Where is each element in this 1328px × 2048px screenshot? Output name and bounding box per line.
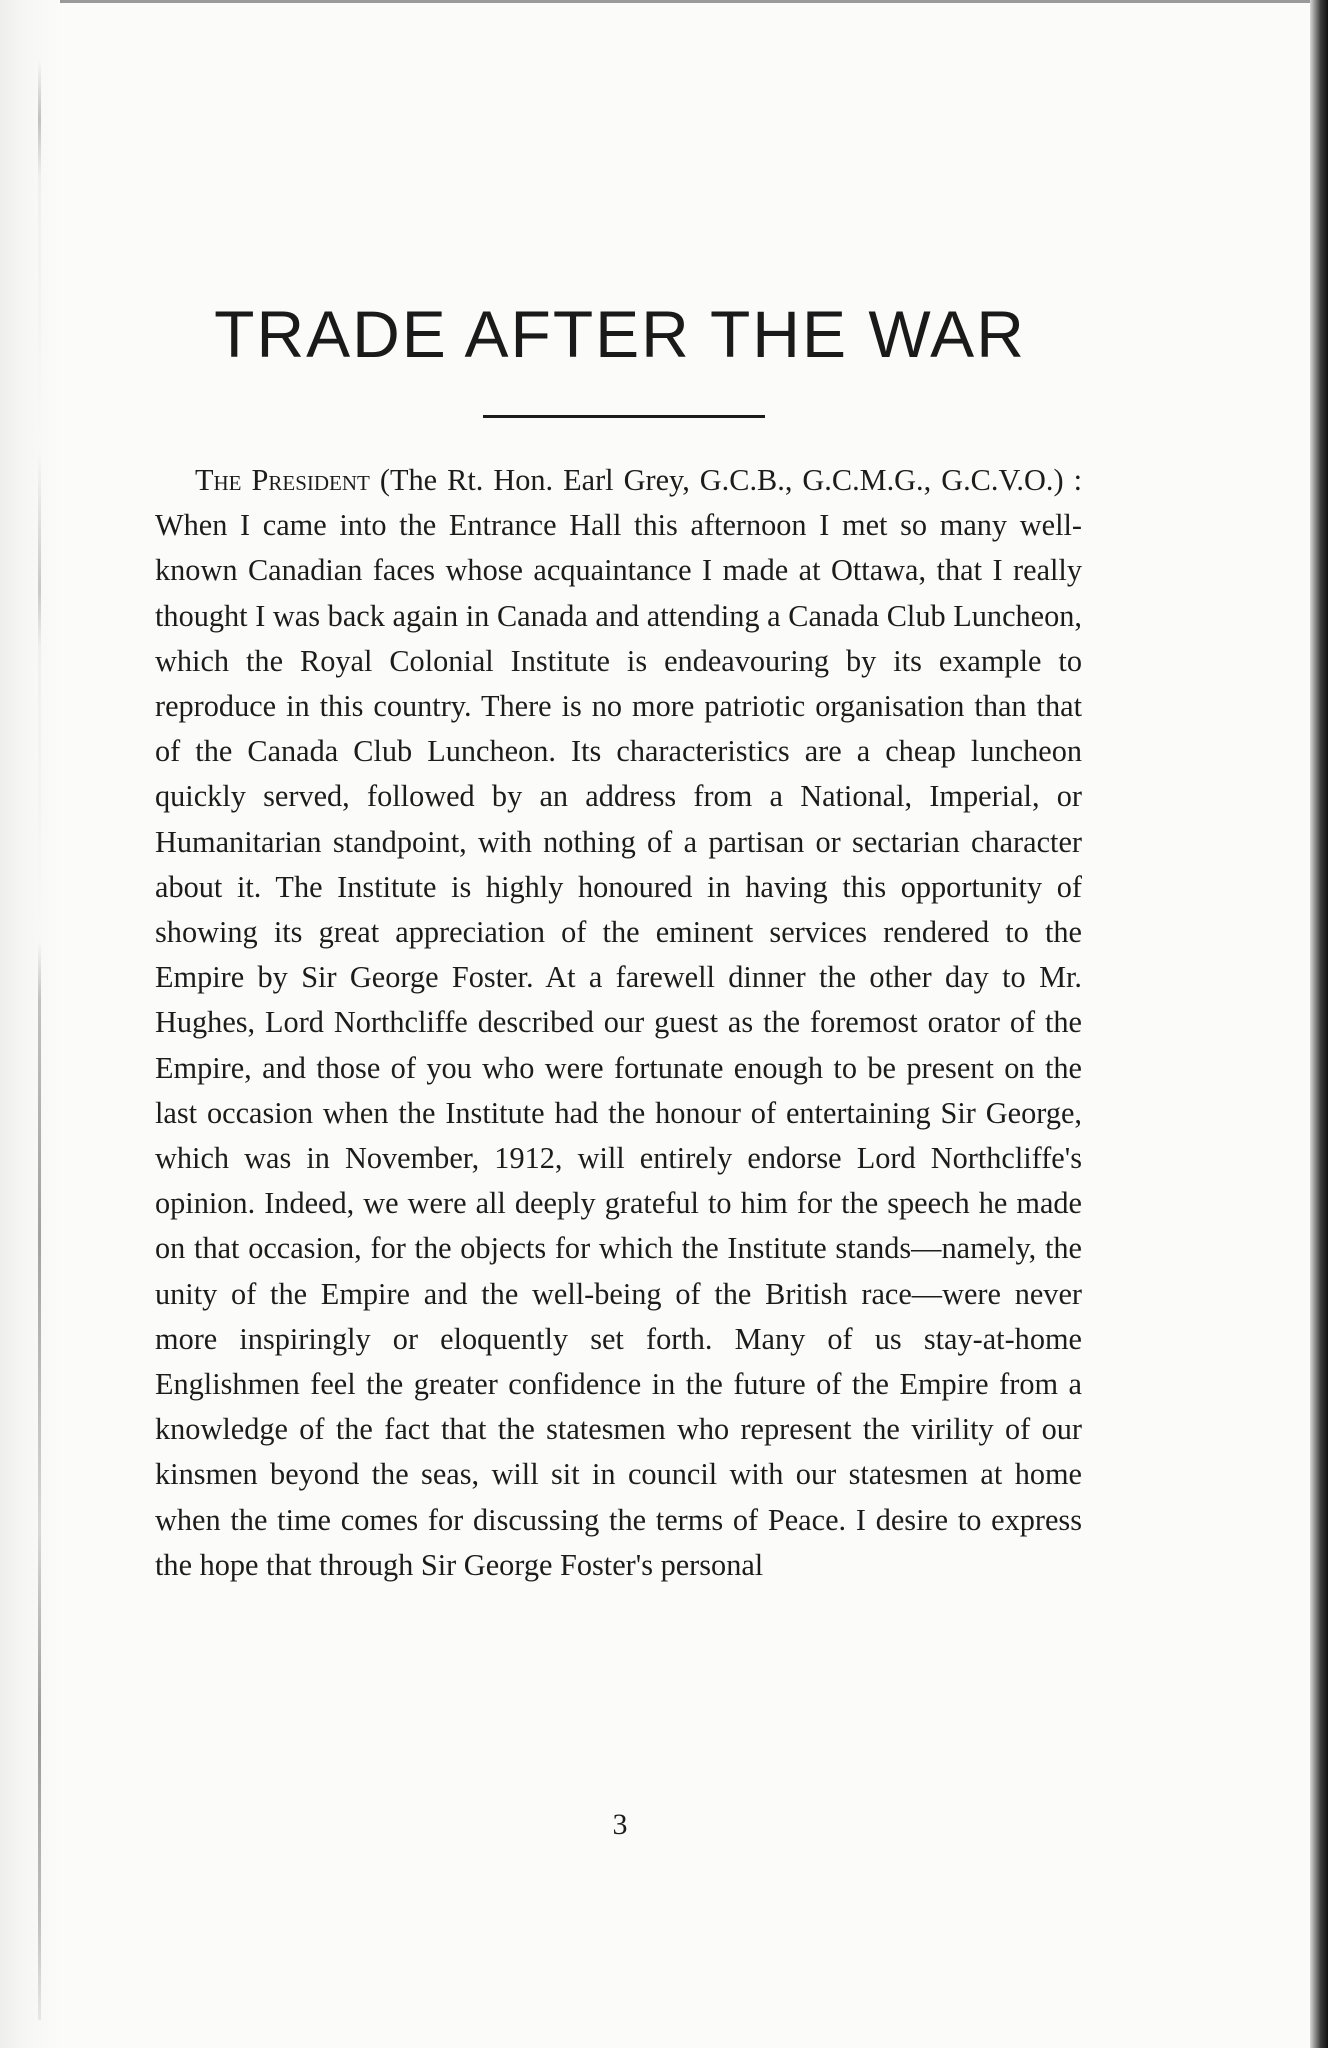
paragraph-text: (The Rt. Hon. Earl Grey, G.C.B., G.C.M.G., G.C.V.O.) : When I came into the Entrance Hall this afternoon I met so many well-known Canadian faces whose acquaintance I made at Ottawa, that I really thought I was back again in Canada and attending a Canada Club Luncheon, which the Royal Colonial Institute is endeavouring by its example to reproduce in this country. There is no more patriotic organisation than that of the Canada Club Luncheon. Its characteristics are a cheap luncheon quickly served, followed by an address from a National, Imperial, or Humanitarian standpoint, with nothing of a partisan or sectarian character about it. The Institute is highly honoured in having this opportunity of showing its great appreciation of the eminent services rendered to the Empire by Sir George Foster. At a farewell dinner the other day to Mr. Hughes, Lord Northcliffe described our guest as the foremost orator of the Empire, and those of you who were fortunate enough to be present on the last occasion when the Institute had the honour of entertaining Sir George, which was in November, 1912, will entirely endorse Lord Northcliffe's opinion. Indeed, we were all deeply grateful to him for the speech he made on that occasion, for the objects for which the Institute stands—namely, the unity of the Empire and the well-being of the British race—were never more inspiringly or eloquently set forth. Many of us stay-at-home Englishmen feel the greater confidence in the future of the Empire from a knowledge of the fact that the statesmen who represent the virility of our kinsmen beyond the seas, will sit in council with our statesmen at home when the time comes for discussing the terms of Peace. I desire to express the hope that through Sir George Foster's personal	[155, 463, 1082, 1582]
title-divider	[483, 415, 765, 418]
body-text	[155, 458, 1082, 1588]
page-top-edge	[0, 0, 1310, 3]
body-paragraph	[155, 458, 1082, 1588]
page-title: TRADE AFTER THE WAR	[214, 297, 1026, 371]
page-right-edge	[1310, 0, 1328, 2048]
page-number: 3	[612, 1808, 628, 1841]
speaker-name: The President	[195, 463, 370, 497]
binding-shadow-line	[38, 60, 41, 2020]
binding-gutter	[0, 0, 60, 2048]
